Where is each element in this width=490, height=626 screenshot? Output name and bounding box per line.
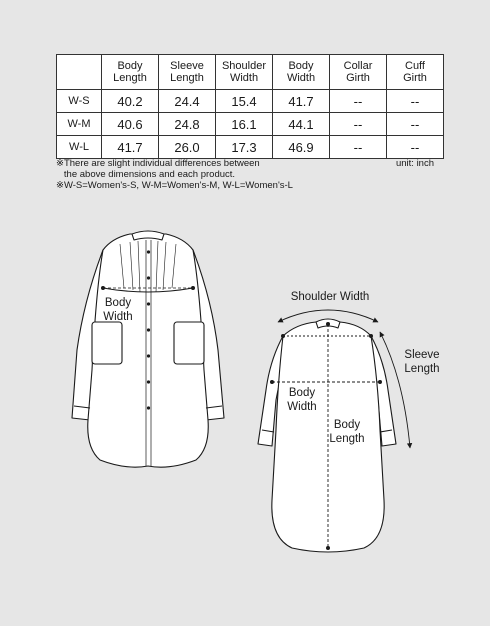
table-cell: 15.4: [216, 90, 273, 113]
table-cell: 44.1: [273, 113, 330, 136]
measure-point-icon: [378, 380, 382, 384]
size-label: W-M: [57, 113, 102, 136]
measure-point-icon: [326, 546, 330, 550]
size-label: W-S: [57, 90, 102, 113]
table-cell: --: [387, 90, 444, 113]
table-cell: --: [330, 113, 387, 136]
table-cell: 16.1: [216, 113, 273, 136]
table-cell: 40.6: [102, 113, 159, 136]
back-body-width-label: Body Width: [287, 387, 317, 413]
table-cell: 41.7: [273, 90, 330, 113]
table-cell: 17.3: [216, 136, 273, 159]
note-line: ※There are slight individual differences between: [56, 158, 260, 169]
front-shirt-illustration: [72, 231, 224, 467]
button-icon: [147, 328, 150, 331]
note-line: the above dimensions and each product.: [56, 169, 236, 180]
measure-point-icon: [326, 322, 330, 326]
header-sleeve-length: Sleeve Length: [159, 55, 216, 90]
header-cuff-girth: Cuff Girth: [387, 55, 444, 90]
shoulder-width-label: Shoulder Width: [290, 291, 370, 303]
front-body-width-label: Body Width: [103, 297, 133, 323]
header-body-length: Body Length: [102, 55, 159, 90]
size-label: W-L: [57, 136, 102, 159]
button-icon: [147, 302, 150, 305]
header-body-width: Body Width: [273, 55, 330, 90]
measure-point-icon: [369, 334, 373, 338]
button-icon: [147, 406, 150, 409]
table-cell: 46.9: [273, 136, 330, 159]
measure-point-icon: [270, 380, 274, 384]
table-cell: 40.2: [102, 90, 159, 113]
table-cell: --: [387, 136, 444, 159]
measure-point-icon: [281, 334, 285, 338]
table-cell: 26.0: [159, 136, 216, 159]
button-icon: [147, 380, 150, 383]
header-shoulder-width: Shoulder Width: [216, 55, 273, 90]
sleeve-length-label: Sleeve Length: [404, 349, 440, 375]
button-icon: [147, 250, 150, 253]
header-collar-girth: Collar Girth: [330, 55, 387, 90]
body-length-label: Body Length: [329, 419, 365, 445]
table-cell: --: [330, 136, 387, 159]
table-cell: 24.4: [159, 90, 216, 113]
unit-label: unit: inch: [395, 158, 434, 169]
table-cell: 41.7: [102, 136, 159, 159]
note-line: ※W-S=Women's-S, W-M=Women's-M, W-L=Women's-L: [56, 180, 293, 191]
table-cell: --: [387, 113, 444, 136]
table-cell: 24.8: [159, 113, 216, 136]
button-icon: [147, 354, 150, 357]
button-icon: [147, 276, 150, 279]
table-cell: --: [330, 90, 387, 113]
